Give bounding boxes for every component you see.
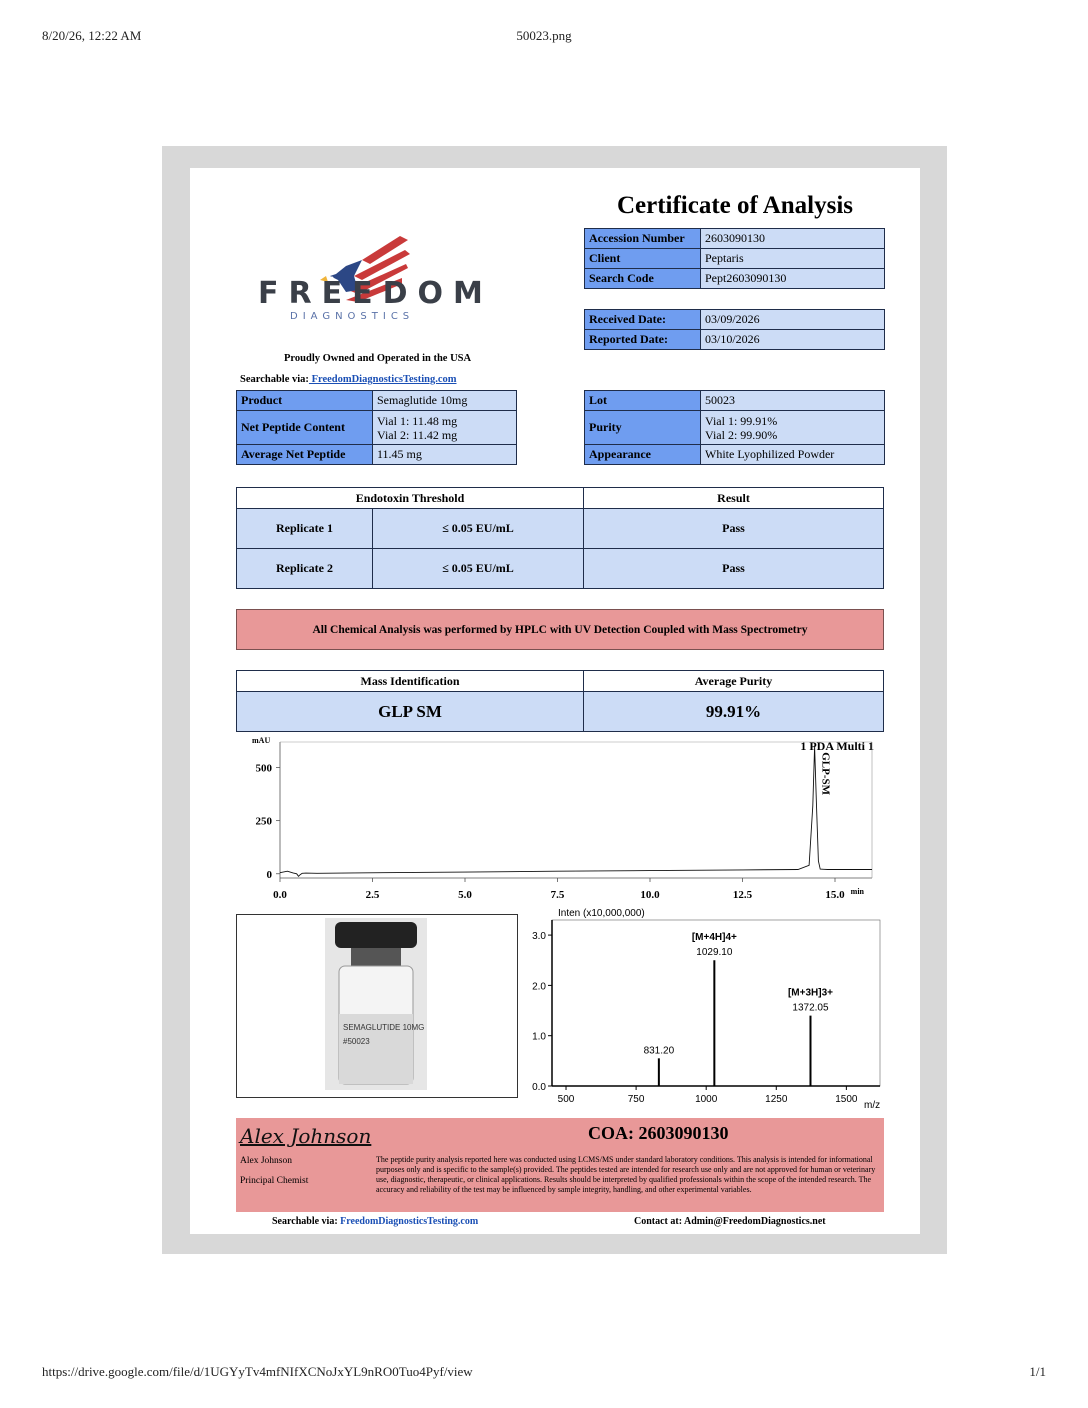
hplc-x-tick-label: 5.0 [458,889,472,901]
replicate-name: Replicate 1 [237,509,373,549]
hplc-y-tick-label: 0 [266,868,272,881]
endotoxin-threshold-header: Endotoxin Threshold [237,488,584,509]
received-date-value: 03/09/2026 [701,310,885,330]
print-page-count: 1/1 [1029,1364,1046,1379]
chemist-name: Alex Johnson [240,1156,292,1166]
searchable-link[interactable]: FreedomDiagnosticsTesting.com [308,374,457,385]
product-label: Product [237,391,373,411]
purity-vial1: Vial 1: 99.91% [705,413,778,428]
reported-date-value: 03/10/2026 [701,330,885,350]
table-row [585,269,885,289]
table-header-row [237,488,884,509]
product-table [236,390,517,465]
mass-spectrum-chart [520,906,890,1116]
hplc-x-tick-label: 2.5 [365,889,380,901]
endotoxin-table [236,487,884,589]
disclaimer-text: The peptide purity analysis reported here was conducted using LCMS/MS under standard laboratory conditions. This analysis is intended for informational purposes only and is specific to the sample(s) provided. The peptides tested are intended for research use only and are not approved for human or veterinary use, diagnostic, therapeutic, or clinical applications. Results should be interpreted by qualified professionals within the scope of the intended research. The accuracy and reliability of the test may be influenced by sample integrity, handling, and other experimental variables. [376,1155,876,1194]
certificate-document [190,168,920,1234]
footer-search-link[interactable]: FreedomDiagnosticsTesting.com [340,1216,479,1227]
average-purity-value: 99.91% [584,692,884,732]
lot-label: Lot [585,391,701,411]
ms-ion-label: [M+4H]4+ [691,932,737,944]
footer-searchable [272,1216,478,1227]
net-peptide-vial2: Vial 2: 11.42 mg [377,427,458,442]
dates-table [584,309,885,350]
vial-photo [325,918,427,1090]
hplc-x-label: min [850,887,864,896]
net-peptide-vial1: Vial 1: 11.48 mg [377,413,458,428]
hplc-peak-label: GLP-SM [819,752,832,796]
ms-x-tick-label: 750 [627,1094,645,1105]
ms-ion-label: [M+3H]3+ [787,987,833,999]
table-row [237,692,884,732]
ms-peak-label: 831.20 [643,1045,675,1057]
appearance-label: Appearance [585,445,701,465]
table-header-row [237,671,884,692]
ms-peak-label: 1372.05 [792,1002,829,1014]
average-net-peptide-value: 11.45 mg [373,445,517,465]
replicate-result: Pass [584,509,884,549]
signature-band [236,1118,884,1212]
hplc-chromatogram [236,736,886,914]
table-row [237,411,517,445]
table-row [585,445,885,465]
print-footer [0,1364,1088,1384]
replicate-threshold: ≤ 0.05 EU/mL [373,509,584,549]
hplc-y-label: mAU [252,736,271,745]
tagline: Proudly Owned and Operated in the USA [284,353,472,364]
table-row [585,330,885,350]
ms-x-tick-label: 1000 [695,1094,718,1105]
coa-number: COA: 2603090130 [588,1123,729,1143]
ms-y-tick-label: 3.0 [532,931,546,943]
average-net-peptide-label: Average Net Peptide [237,445,373,465]
vial-label-line2: #50023 [343,1037,370,1046]
search-code-label: Search Code [585,269,701,289]
mass-identification-header: Mass Identification [237,671,584,692]
appearance-value: White Lyophilized Powder [701,445,885,465]
hplc-y-tick-label: 500 [255,762,272,775]
table-row [585,229,885,249]
replicate-name: Replicate 2 [237,549,373,589]
hplc-y-tick-label: 250 [255,815,272,828]
lot-value: 50023 [701,391,885,411]
purity-vial2: Vial 2: 99.90% [705,427,778,442]
hplc-x-tick-label: 12.5 [732,889,753,901]
product-value: Semaglutide 10mg [373,391,517,411]
replicate-result: Pass [584,549,884,589]
mass-identification-table [236,670,884,732]
certificate-title: Certificate of Analysis [616,192,854,219]
ms-y-tick-label: 1.0 [532,1031,546,1043]
vial-label-line1: SEMAGLUTIDE 10MG [343,1023,425,1032]
table-row [585,411,885,445]
table-row [237,549,884,589]
reported-date-label: Reported Date: [585,330,701,350]
lot-table [584,390,885,465]
print-header [0,28,1088,48]
table-row [585,391,885,411]
table-row [237,445,517,465]
accession-label: Accession Number [585,229,701,249]
hplc-x-tick-label: 7.5 [550,889,565,901]
ms-y-tick-label: 0.0 [532,1082,546,1093]
hplc-x-tick-label: 15.0 [825,889,845,901]
searchable-label: Searchable via: [240,374,309,385]
accession-table [584,228,885,289]
ms-y-tick-label: 2.0 [532,981,546,993]
hplc-x-tick-label: 0.0 [273,889,287,901]
logo-subtitle: DIAGNOSTICS [290,311,415,322]
logo-wordmark: FREEDOM [258,276,493,311]
table-row [585,249,885,269]
hplc-title: 1 PDA Multi 1 [800,739,874,753]
ms-x-label: m/z [864,1100,881,1111]
footer-contact: Contact at: Admin@FreedomDiagnostics.net [634,1216,826,1227]
ms-x-tick-label: 1250 [765,1094,788,1105]
ms-y-title: Inten (x10,000,000) [558,908,645,919]
result-header: Result [584,488,884,509]
print-filename: 50023.png [516,28,572,43]
ms-x-tick-label: 1500 [835,1094,858,1105]
mass-identification-value: GLP SM [237,692,584,732]
ms-x-tick-label: 500 [557,1094,575,1105]
chemist-signature: Alex Johnson [240,1124,372,1148]
replicate-threshold: ≤ 0.05 EU/mL [373,549,584,589]
net-peptide-label: Net Peptide Content [237,411,373,445]
purity-values [701,411,885,445]
print-timestamp: 8/20/26, 12:22 AM [42,28,142,43]
average-purity-header: Average Purity [584,671,884,692]
search-code-value: Pept2603090130 [701,269,885,289]
print-url[interactable]: https://drive.google.com/file/d/1UGYyTv4mfNIfXCNoJxYL9nRO0Tuo4Pyf/view [42,1364,473,1379]
table-row [585,310,885,330]
received-date-label: Received Date: [585,310,701,330]
chemist-title: Principal Chemist [240,1176,309,1186]
hplc-x-tick-label: 10.0 [640,889,660,901]
footer-search-label: Searchable via: [272,1216,338,1227]
table-row [237,509,884,549]
purity-label: Purity [585,411,701,445]
table-row [237,391,517,411]
client-value: Peptaris [701,249,885,269]
analysis-method-banner: All Chemical Analysis was performed by HPLC with UV Detection Coupled with Mass Spectrometry [236,609,884,650]
net-peptide-values [373,411,517,445]
accession-value: 2603090130 [701,229,885,249]
searchable-top [240,374,457,385]
ms-plot-frame [552,920,880,1086]
hplc-trace-line [280,746,872,876]
client-label: Client [585,249,701,269]
ms-peak-label: 1029.10 [696,947,733,959]
